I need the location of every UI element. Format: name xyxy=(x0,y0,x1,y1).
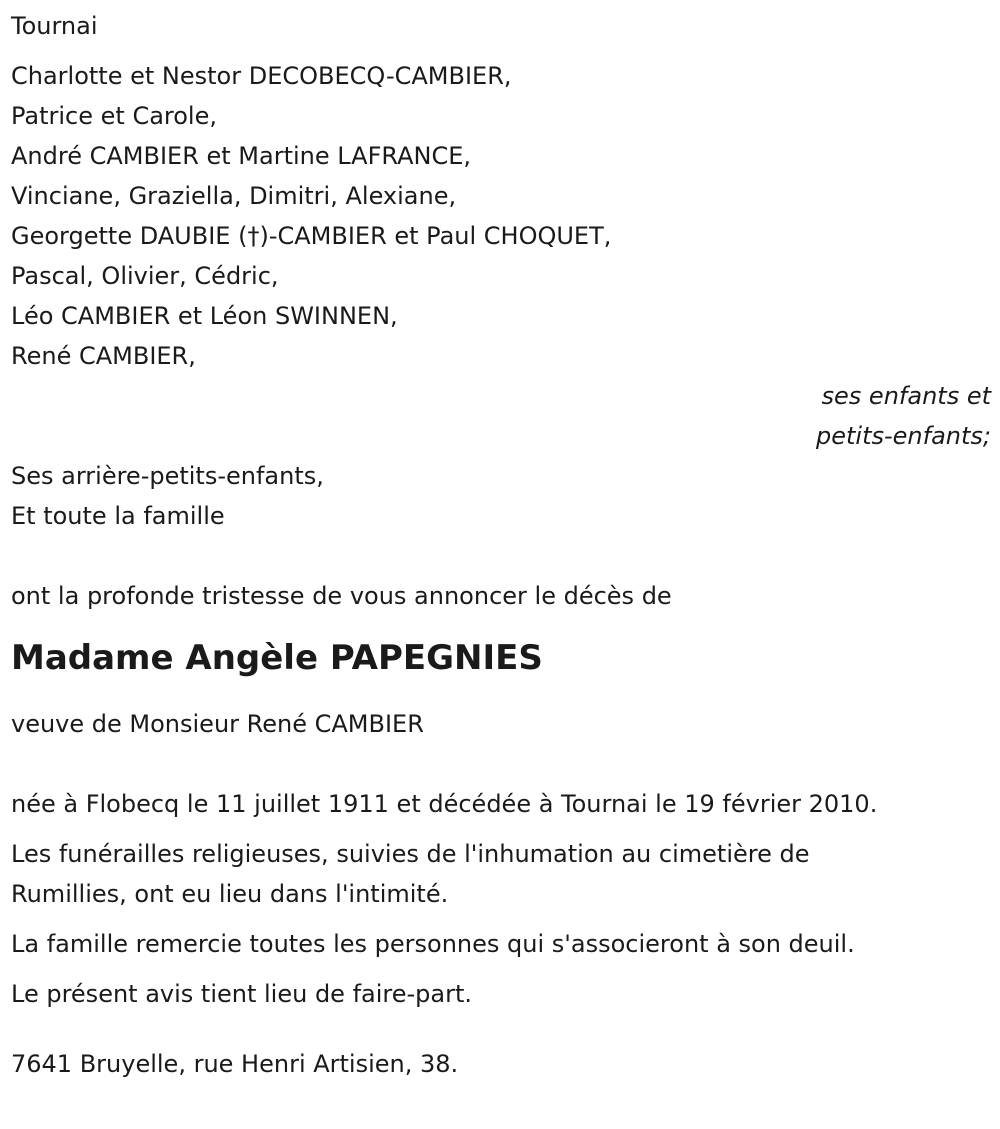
relatives-list xyxy=(11,56,991,376)
relative-line: Vinciane, Graziella, Dimitri, Alexiane, xyxy=(11,182,457,210)
family-extra-line: Et toute la famille xyxy=(11,502,225,530)
relation-line: petits-enfants; xyxy=(816,422,991,450)
thanks-text: La famille remercie toutes les personnes qui s'associeront à son deuil. xyxy=(11,930,855,958)
birth-death-text: née à Flobecq le 11 juillet 1911 et décédée à Tournai le 19 février 2010. xyxy=(11,790,878,818)
relative-line: Patrice et Carole, xyxy=(11,102,217,130)
obituary-notice xyxy=(11,6,991,1084)
spacer xyxy=(11,536,991,576)
relative-line: Léo CAMBIER et Léon SWINNEN, xyxy=(11,302,398,330)
relative-line: Georgette DAUBIE (†)-CAMBIER et Paul CHOQUET, xyxy=(11,222,612,250)
spacer xyxy=(11,744,991,784)
relative-line: René CAMBIER, xyxy=(11,342,196,370)
relative-line: Pascal, Olivier, Cédric, xyxy=(11,262,279,290)
address-text: 7641 Bruyelle, rue Henri Artisien, 38. xyxy=(11,1050,459,1078)
location-heading: Tournai xyxy=(11,12,98,40)
deceased-name: Madame Angèle PAPEGNIES xyxy=(11,638,543,678)
spacer xyxy=(11,1014,991,1044)
relation-line: ses enfants et xyxy=(821,382,991,410)
relative-line: Charlotte et Nestor DECOBECQ-CAMBIER, xyxy=(11,62,512,90)
widow-of-text: veuve de Monsieur René CAMBIER xyxy=(11,710,424,738)
family-extra-line: Ses arrière-petits-enfants, xyxy=(11,462,324,490)
notice-text: Le présent avis tient lieu de faire-part. xyxy=(11,980,473,1008)
announcement-text: ont la profonde tristesse de vous annoncer le décès de xyxy=(11,582,672,610)
funeral-text: Les funérailles religieuses, suivies de l'inhumation au cimetière de Rumillies, ont eu lieu dans l'intimité. xyxy=(11,840,810,908)
relative-line: André CAMBIER et Martine LAFRANCE, xyxy=(11,142,472,170)
